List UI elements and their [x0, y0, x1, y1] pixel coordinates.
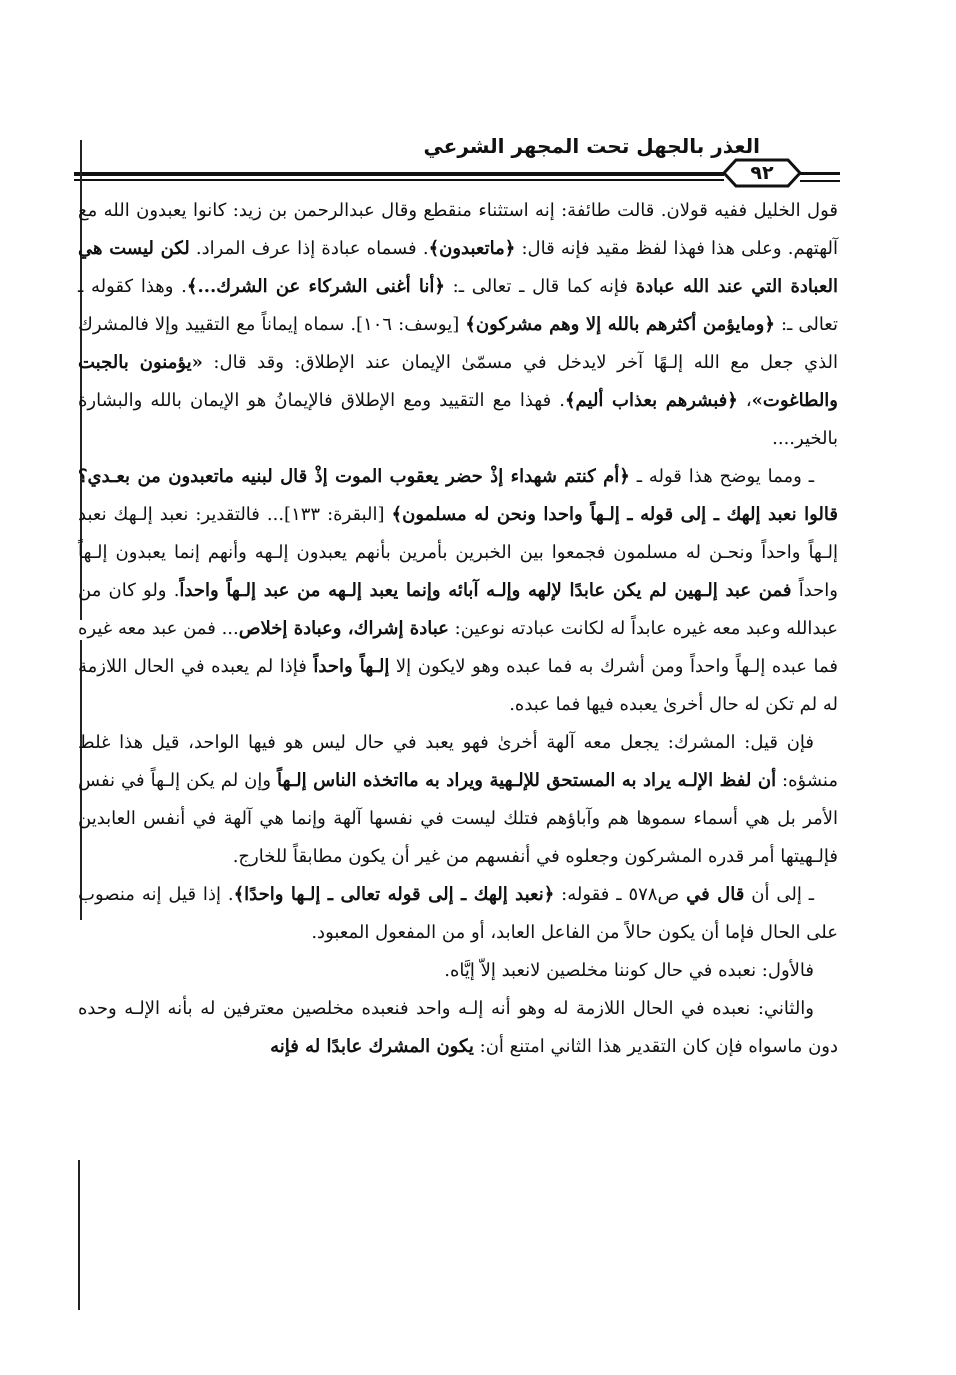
- page-number: ٩٢: [750, 162, 774, 184]
- bold-text-run: لكن ليست هي العبادة التي عند الله عبادة: [78, 238, 838, 297]
- bold-text-run: إلـهاً واحداً: [313, 656, 390, 677]
- text-run: . وهذا كقوله ـ تعالى ـ:: [78, 276, 838, 335]
- bold-text-run: ﴿أم كنتم شهداء إذْ حضر يعقوب الموت إذْ قال لبنيه ماتعبدون من بعـدي؟ قالوا نعبد إلهك ـ إلى قوله ـ إلـهاً واحدا ونحن له مسلمون﴾: [78, 466, 838, 525]
- paragraph: [78, 876, 838, 952]
- bold-text-run: ﴿ماتعبدون﴾: [428, 238, 516, 259]
- text-run: . إذا قيل إنه منصوب على الحال فإما أن يكون حالاً من الفاعل العابد، أو من المفعول المعبود.: [78, 884, 838, 943]
- margin-line-left-3: [78, 1160, 80, 1310]
- text-run: . فسماه عبادة إذا عرف المراد.: [189, 238, 429, 259]
- bold-text-run: ﴿أنا أغنى الشركاء عن الشرك...﴾: [186, 276, 445, 297]
- header-rule-right-bottom: [800, 180, 840, 182]
- paragraph: [78, 952, 838, 990]
- text-run: ـ إلى أن: [744, 884, 814, 905]
- text-run: [يوسف: ١٠٦]. سماه إيماناً مع التقييد وإلا فالمشرك الذي جعل مع الله إلـهًا آخر لايدخل في مسمّىٰ الإيمان عند الإطلاق: وقد قال:: [78, 314, 839, 373]
- bold-text-run: عبادة إشراك، وعبادة إخلاص: [238, 618, 449, 639]
- bold-text-run: ﴿فبشرهم بعذاب أليم﴾: [564, 390, 738, 411]
- text-run: فإنه كما قال ـ تعالى ـ:: [444, 276, 636, 297]
- paragraph: [78, 990, 838, 1066]
- paragraph: [78, 458, 838, 724]
- running-title: العذر بالجهل تحت المجهر الشرعي: [423, 134, 760, 158]
- bold-text-run: ﴿نعبد إلهك ـ إلى قوله تعالى ـ إلـها واحدًا﴾: [233, 884, 555, 905]
- text-run: فإن قيل: المشرك: يجعل معه آلهة أخرىٰ فهو يعبد في حال ليس هو فيها الواحد، قيل هذا غلط منشؤه:: [78, 732, 838, 791]
- text-run: ـ ومما يوضح هذا قوله ـ: [629, 466, 814, 487]
- bold-text-run: ﴿ومايؤمن أكثرهم بالله إلا وهم مشركون﴾: [465, 314, 775, 335]
- bold-text-run: يكون المشرك عابدًا له فإنه: [270, 1036, 474, 1057]
- text-run: ص٥٧٨ ـ فقوله:: [554, 884, 687, 905]
- text-run: والثاني: نعبده في الحال اللازمة له وهو أنه إلـه واحد فنعبده مخلصين معترفين له بأنه الإلـه وحده دون ماسواه فإن كان التقدير هذا الثاني امتنع أن:: [78, 998, 838, 1057]
- text-run: . ولو كان من عبدالله وعبد معه غيره عابداً له لكانت عبادته نوعين:: [78, 580, 838, 639]
- paragraph: [78, 724, 838, 876]
- text-run: ،: [737, 390, 752, 411]
- bold-text-run: «يؤمنون بالجبت والطاغوت»: [78, 352, 838, 411]
- text-run: [البقرة: ١٣٣]... فالتقدير: نعبد إلـهك نعبد إلـهاً واحداً ونحـن له مسلمون فجمعوا بين الخبرين بأمرين بأنهم يعبدون إلـهه وأنهم إنما يعبدون إلـهاً واحداً: [78, 504, 839, 601]
- header-rule-right-top: [800, 172, 840, 175]
- header-rule-thin: [74, 179, 724, 181]
- body-text: [78, 192, 838, 1066]
- text-run: . فهذا مع التقييد ومع الإطلاق فالإيمانُ هو الإيمان بالله والبشارة بالخير....: [78, 390, 838, 449]
- header-rule-thick: [74, 172, 724, 176]
- text-run: فإذا لم يعبده في الحال اللازمة له لم تكن له حال أخرىٰ يعبده فيها فما عبده.: [78, 656, 838, 715]
- text-run: ... فمن عبد معه غيره فما عبده إلـهاً واحداً ومن أشرك به فما عبده وهو لايكون إلا: [78, 618, 839, 677]
- bold-text-run: قال في: [686, 884, 745, 905]
- paragraph: [78, 192, 838, 458]
- bold-text-run: فمن عبد إلـهين لم يكن عابدًا لإلهه وإلـه آبائه وإنما يعبد إلـهه من عبد إلـهاً واحداً: [179, 580, 792, 601]
- text-run: وإن لم يكن إلـهاً في نفس الأمر بل هي أسماء سموها هم وآباؤهم فتلك ليست في نفسها آلهة وإنما هي آلهة في أنفس العابدين فإلـهيتها أمر قدره المشركون وجعلوه في أنفسهم من غير أن يكون مطابقاً للخارج.: [78, 770, 838, 867]
- text-run: فالأول: نعبده في حال كوننا مخلصين لانعبد إلاّ إيَّاه.: [444, 960, 814, 981]
- text-run: قول الخليل ففيه قولان. قالت طائفة: إنه استثناء منقطع وقال عبدالرحمن بن زيد: كانوا يعبدون الله مع آلهتهم. وعلى هذا فهذا لفظ مقيد فإنه قال:: [78, 200, 838, 259]
- bold-text-run: أن لفظ الإلـه يراد به المستحق للإلـهية ويراد به مااتخذه الناس إلـهاً: [277, 770, 777, 791]
